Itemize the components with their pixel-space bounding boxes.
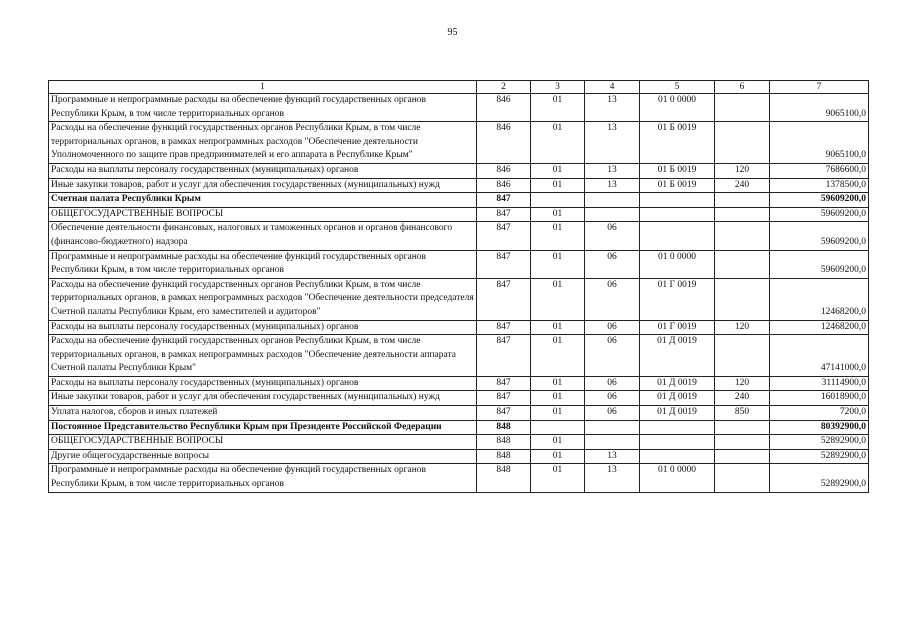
column-header: 2: [477, 81, 531, 94]
section-code: [531, 193, 585, 208]
admin-code: 847: [477, 376, 531, 391]
section-code: 01: [531, 122, 585, 164]
target-article: 01 Г 0019: [640, 320, 715, 335]
admin-code: 848: [477, 464, 531, 492]
amount: 9065100,0: [770, 94, 869, 122]
target-article: 01 Г 0019: [640, 278, 715, 320]
table-row: [49, 391, 869, 406]
section-code: 01: [531, 376, 585, 391]
section-code: 01: [531, 207, 585, 222]
section-code: 01: [531, 94, 585, 122]
table-row: [49, 435, 869, 450]
column-header: 4: [585, 81, 640, 94]
budget-table: [48, 80, 869, 493]
row-name: Расходы на выплаты персоналу государственных (муниципальных) органов: [49, 320, 477, 335]
column-header: 3: [531, 81, 585, 94]
target-article: 01 Д 0019: [640, 376, 715, 391]
amount: 16018900,0: [770, 391, 869, 406]
admin-code: 847: [477, 250, 531, 278]
section-code: 01: [531, 178, 585, 193]
target-article: 01 Д 0019: [640, 391, 715, 406]
amount: 1378500,0: [770, 178, 869, 193]
expense-type: [715, 335, 770, 377]
amount: 31114900,0: [770, 376, 869, 391]
subsection-code: 06: [585, 320, 640, 335]
row-name: Программные и непрограммные расходы на обеспечение функций государственных органов Республики Крым, в том числе территориальных органов: [49, 464, 477, 492]
expense-type: 120: [715, 376, 770, 391]
row-name: Расходы на обеспечение функций государственных органов Республики Крым, в том числе территориальных органов, в рамках непрограммных расходов "Обеспечение деятельности председателя Счетной палаты Республики Крым, его заместителей и аудиторов": [49, 278, 477, 320]
admin-code: 847: [477, 335, 531, 377]
section-code: 01: [531, 406, 585, 421]
row-name: Постоянное Представительство Республики Крым при Президенте Российской Федерации: [49, 420, 477, 435]
table-row: [49, 207, 869, 222]
expense-type: [715, 420, 770, 435]
table-row: [49, 178, 869, 193]
admin-code: 846: [477, 178, 531, 193]
target-article: [640, 449, 715, 464]
expense-type: [715, 207, 770, 222]
target-article: [640, 435, 715, 450]
section-code: 01: [531, 320, 585, 335]
column-header: 7: [770, 81, 869, 94]
target-article: 01 Б 0019: [640, 122, 715, 164]
section-code: 01: [531, 435, 585, 450]
subsection-code: 06: [585, 250, 640, 278]
amount: 52892900,0: [770, 464, 869, 492]
subsection-code: 13: [585, 178, 640, 193]
admin-code: 847: [477, 320, 531, 335]
expense-type: [715, 435, 770, 450]
expense-type: [715, 193, 770, 208]
admin-code: 848: [477, 449, 531, 464]
table-row: [49, 122, 869, 164]
admin-code: 847: [477, 406, 531, 421]
admin-code: 847: [477, 207, 531, 222]
expense-type: [715, 222, 770, 250]
table-row: [49, 376, 869, 391]
subsection-code: 06: [585, 406, 640, 421]
table-row: [49, 163, 869, 178]
row-name: Другие общегосударственные вопросы: [49, 449, 477, 464]
subsection-code: 13: [585, 122, 640, 164]
table-row: [49, 420, 869, 435]
subsection-code: [585, 420, 640, 435]
target-article: 01 Д 0019: [640, 335, 715, 377]
subsection-code: 13: [585, 94, 640, 122]
amount: 59609200,0: [770, 193, 869, 208]
row-name: Расходы на выплаты персоналу государственных (муниципальных) органов: [49, 163, 477, 178]
admin-code: 847: [477, 222, 531, 250]
row-name: Расходы на выплаты персоналу государственных (муниципальных) органов: [49, 376, 477, 391]
subsection-code: 13: [585, 464, 640, 492]
subsection-code: [585, 435, 640, 450]
expense-type: 240: [715, 178, 770, 193]
expense-type: [715, 464, 770, 492]
section-code: [531, 420, 585, 435]
subsection-code: 06: [585, 222, 640, 250]
expense-type: [715, 250, 770, 278]
admin-code: 846: [477, 163, 531, 178]
amount: 59609200,0: [770, 222, 869, 250]
subsection-code: 06: [585, 391, 640, 406]
row-name: Счетная палата Республики Крым: [49, 193, 477, 208]
column-header: 5: [640, 81, 715, 94]
amount: 52892900,0: [770, 449, 869, 464]
section-code: 01: [531, 163, 585, 178]
amount: 7200,0: [770, 406, 869, 421]
admin-code: 848: [477, 420, 531, 435]
admin-code: 847: [477, 193, 531, 208]
column-header: 6: [715, 81, 770, 94]
section-code: 01: [531, 335, 585, 377]
table-row: [49, 464, 869, 492]
subsection-code: [585, 193, 640, 208]
table-row: [49, 449, 869, 464]
expense-type: 120: [715, 320, 770, 335]
row-name: Иные закупки товаров, работ и услуг для обеспечения государственных (муниципальных) нужд: [49, 178, 477, 193]
admin-code: 846: [477, 94, 531, 122]
target-article: 01 Б 0019: [640, 178, 715, 193]
target-article: 01 0 0000: [640, 464, 715, 492]
section-code: 01: [531, 449, 585, 464]
table-row: [49, 222, 869, 250]
table-row: [49, 278, 869, 320]
row-name: Программные и непрограммные расходы на обеспечение функций государственных органов Республики Крым, в том числе территориальных органов: [49, 94, 477, 122]
amount: 7686600,0: [770, 163, 869, 178]
row-name: Обеспечение деятельности финансовых, налоговых и таможенных органов и органов финансового (финансово-бюджетного) надзора: [49, 222, 477, 250]
section-code: 01: [531, 250, 585, 278]
expense-type: 240: [715, 391, 770, 406]
amount: 59609200,0: [770, 207, 869, 222]
admin-code: 847: [477, 278, 531, 320]
section-code: 01: [531, 222, 585, 250]
expense-type: [715, 122, 770, 164]
target-article: 01 Д 0019: [640, 406, 715, 421]
table-row: [49, 94, 869, 122]
admin-code: 847: [477, 391, 531, 406]
expense-type: [715, 278, 770, 320]
target-article: [640, 222, 715, 250]
row-name: ОБЩЕГОСУДАРСТВЕННЫЕ ВОПРОСЫ: [49, 435, 477, 450]
expense-type: 850: [715, 406, 770, 421]
table-row: [49, 335, 869, 377]
expense-type: [715, 449, 770, 464]
section-code: 01: [531, 464, 585, 492]
target-article: [640, 207, 715, 222]
amount: 80392900,0: [770, 420, 869, 435]
subsection-code: [585, 207, 640, 222]
column-header: 1: [49, 81, 477, 94]
row-name: Программные и непрограммные расходы на обеспечение функций государственных органов Республики Крым, в том числе территориальных органов: [49, 250, 477, 278]
target-article: 01 Б 0019: [640, 163, 715, 178]
table-row: [49, 193, 869, 208]
target-article: [640, 193, 715, 208]
section-code: 01: [531, 391, 585, 406]
subsection-code: 06: [585, 376, 640, 391]
subsection-code: 13: [585, 449, 640, 464]
row-name: Уплата налогов, сборов и иных платежей: [49, 406, 477, 421]
page-number: 95: [447, 27, 458, 38]
section-code: 01: [531, 278, 585, 320]
row-name: Расходы на обеспечение функций государственных органов Республики Крым, в том числе территориальных органов, в рамках непрограммных расходов "Обеспечение деятельности Уполномоченного по защите прав предпринимателей и его аппарата в Республике Крым": [49, 122, 477, 164]
amount: 9065100,0: [770, 122, 869, 164]
amount: 12468200,0: [770, 278, 869, 320]
amount: 47141000,0: [770, 335, 869, 377]
target-article: [640, 420, 715, 435]
subsection-code: 06: [585, 278, 640, 320]
expense-type: 120: [715, 163, 770, 178]
subsection-code: 06: [585, 335, 640, 377]
amount: 52892900,0: [770, 435, 869, 450]
admin-code: 848: [477, 435, 531, 450]
table-header-row: [49, 81, 869, 94]
target-article: 01 0 0000: [640, 94, 715, 122]
row-name: Расходы на обеспечение функций государственных органов Республики Крым, в том числе территориальных органов, в рамках непрограммных расходов "Обеспечение деятельности аппарата Счетной палаты Республики Крым": [49, 335, 477, 377]
admin-code: 846: [477, 122, 531, 164]
row-name: Иные закупки товаров, работ и услуг для обеспечения государственных (муниципальных) нужд: [49, 391, 477, 406]
target-article: 01 0 0000: [640, 250, 715, 278]
amount: 59609200,0: [770, 250, 869, 278]
row-name: ОБЩЕГОСУДАРСТВЕННЫЕ ВОПРОСЫ: [49, 207, 477, 222]
expense-type: [715, 94, 770, 122]
amount: 12468200,0: [770, 320, 869, 335]
table-row: [49, 250, 869, 278]
subsection-code: 13: [585, 163, 640, 178]
table-row: [49, 320, 869, 335]
table-row: [49, 406, 869, 421]
